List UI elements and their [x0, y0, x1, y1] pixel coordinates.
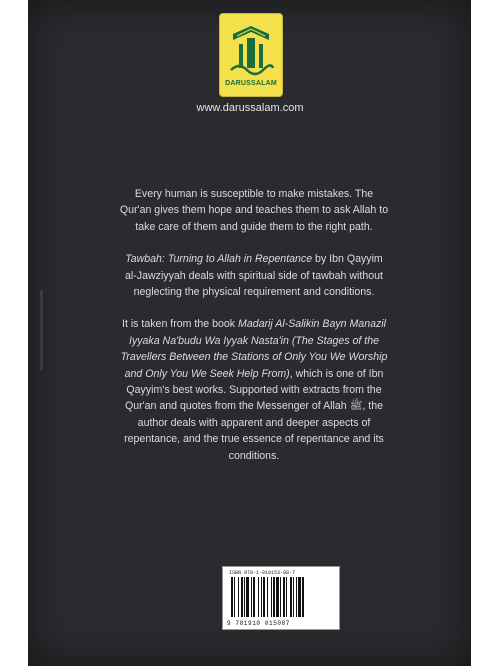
barcode-bar [238, 577, 239, 617]
blurb-paragraph-3 [118, 316, 390, 464]
barcode-bar [267, 577, 268, 617]
barcode-bar [244, 577, 245, 617]
blurb [118, 186, 390, 480]
barcode-bar [246, 577, 249, 617]
barcode-bar [261, 577, 262, 617]
barcode-bars [229, 577, 333, 617]
source-book-title: Madarij Al-Salikin Bayn Manazil Iyyaka Na'budu Wa Iyyak Nasta'in (The Stages of the Travellers Between the Stations of Only You We Worship and Only You We Seek Help From) [120, 318, 388, 380]
blurb-paragraph-1: Every human is susceptible to make mistakes. The Qur'an gives them hope and teaches them to ask Allah to take care of them and guide them to the right path. [119, 188, 389, 233]
barcode-bar [258, 577, 259, 617]
publisher-logo [220, 14, 282, 96]
barcode-bar [280, 577, 281, 617]
blurb-paragraph-2-text: by Ibn Qayyim al-Jawziyyah deals with spiritual side of tawbah without neglecting the physical requirement and conditions. [125, 253, 383, 299]
barcode-bar [231, 577, 233, 617]
isbn-digits: 9 781910 015087 [227, 620, 291, 627]
cover-edge-mark [40, 290, 43, 370]
publisher-website: www.darussalam.com [196, 102, 304, 114]
book-title: Tawbah: Turning to Allah in Repentance [125, 253, 313, 266]
blurb-paragraph-3-intro: It is taken from the book [122, 318, 238, 331]
barcode-bar [271, 577, 272, 617]
publisher-logo-text: DARUSSALAM [225, 80, 277, 87]
barcode-bar [251, 577, 252, 617]
barcode-bar [296, 577, 297, 617]
barcode-bar [273, 577, 275, 617]
barcode-bar [286, 577, 287, 617]
barcode-bar [298, 577, 301, 617]
barcode-bar [241, 577, 243, 617]
darussalam-logo-icon [225, 18, 277, 78]
barcode-bar [253, 577, 255, 617]
isbn-barcode [222, 566, 340, 630]
barcode-bar [276, 577, 279, 617]
barcode-bar [290, 577, 292, 617]
blurb-paragraph-2 [118, 251, 390, 300]
barcode-bar [234, 577, 235, 617]
barcode-bar [302, 577, 304, 617]
barcode-bar [263, 577, 265, 617]
blurb-paragraph-3-text: , which is one of Ibn Qayyim's best works. Supported with extracts from the Qur'an and quotes from the Messenger of Allah ﷺ, the author deals with apparent and deeper aspects of repentance, and the true essence of repentance and its conditions. [124, 367, 384, 462]
barcode-bar [293, 577, 294, 617]
barcode-bar [283, 577, 285, 617]
isbn-label: ISBN 978-1-910153-08-7 [229, 570, 296, 576]
